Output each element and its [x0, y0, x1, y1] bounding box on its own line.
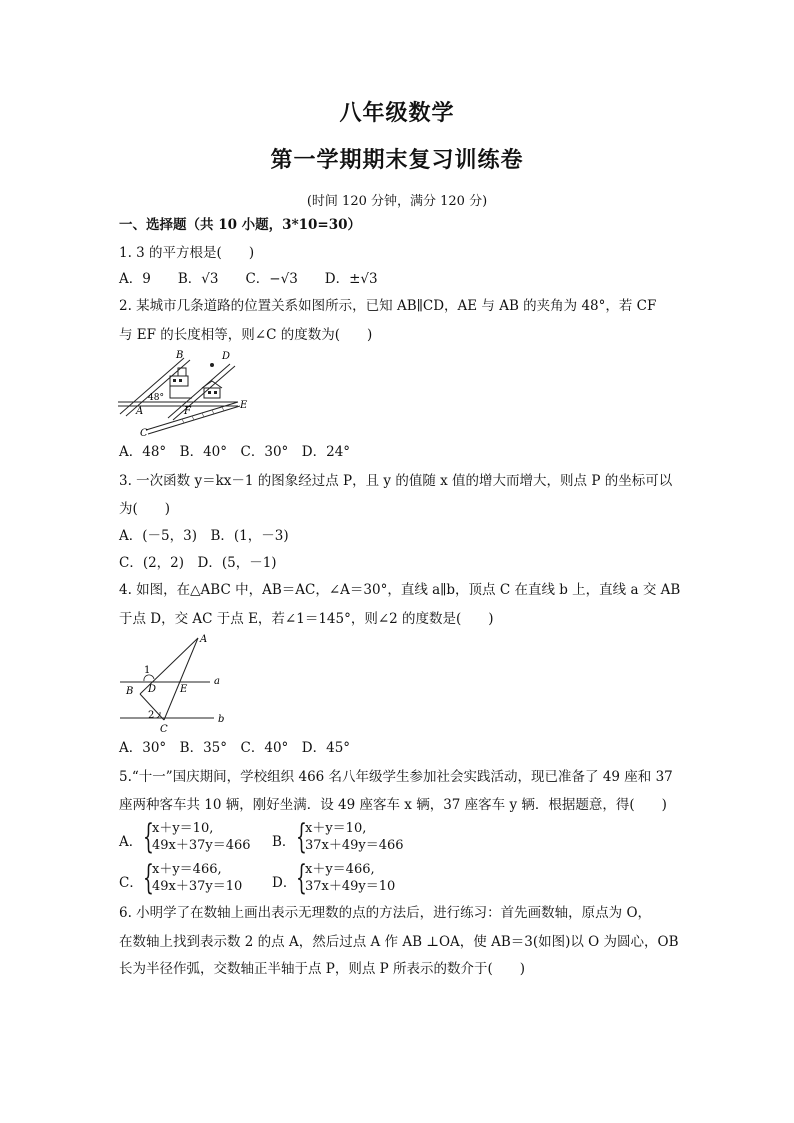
point-label-a: A	[200, 634, 208, 645]
point-label-b: B	[176, 350, 184, 361]
point-label-e: E	[240, 400, 248, 411]
q2-options: A．48° B．40° C．30° D．24°	[119, 444, 351, 460]
page-title: 八年级数学	[339, 100, 455, 126]
q5-option-c-label: C．	[119, 875, 143, 891]
q3-stem-line2: 为( )	[119, 501, 171, 517]
angle-label-1: 1	[144, 665, 151, 676]
q1-stem: 1. 3 的平方根是( )	[119, 245, 255, 261]
q5-option-b-system	[296, 817, 406, 857]
q4-stem-line1: 4. 如图，在△ABC 中，AB＝AC，∠A＝30°，直线 a∥b，顶点 C 在直线 b 上，直线 a 交 AB	[119, 582, 681, 598]
q6-stem-line1: 6. 小明学了在数轴上画出表示无理数的点的方法后，进行练习：首先画数轴，原点为 O，	[119, 905, 652, 921]
line-label-a: a	[214, 676, 220, 687]
line-label-b: b	[218, 714, 225, 725]
q2-road-figure	[112, 348, 252, 440]
point-label-e: E	[180, 684, 188, 695]
q5-option-c-system	[143, 858, 253, 898]
q5-option-a-system	[143, 817, 253, 857]
point-label-b: B	[126, 686, 134, 697]
road-cd-line	[168, 364, 230, 418]
page-subtitle: 第一学期期末复习训练卷	[270, 147, 524, 173]
q4-options: A．30° B．35° C．40° D．45°	[119, 740, 351, 756]
point-label-a: A	[136, 406, 144, 417]
q2-stem-line1: 2. 某城市几条道路的位置关系如图所示，已知 AB∥CD，AE 与 AB 的夹角为 48°，若 CF	[119, 298, 657, 314]
q5-stem-line1: 5.“十一”国庆期间，学校组织 466 名八年级学生参加社会实践活动，现已准备了 49 座和 37	[119, 769, 673, 785]
brace-icon: {	[143, 817, 154, 857]
q5-option-b-label: B．	[272, 834, 296, 850]
point-label-d: D	[222, 351, 231, 362]
brace-icon: {	[296, 858, 307, 898]
q5-stem-line2: 座两种客车共 10 辆，刚好坐满．设 49 座客车 x 辆，37 座客车 y 辆．根据题意，得( )	[119, 797, 667, 813]
equation-row: 49x＋37y＝466	[152, 838, 251, 853]
q2-stem-line2: 与 EF 的长度相等，则∠C 的度数为( )	[119, 327, 373, 343]
angle-label-2: 2	[148, 710, 155, 721]
marker-dot	[210, 363, 214, 367]
angle-label: 48°	[148, 393, 164, 403]
equation-row: x＋y＝10,	[305, 821, 367, 836]
q6-stem-line2: 在数轴上找到表示数 2 的点 A，然后过点 A 作 AB ⊥OA，使 AB＝3(如图)以 O 为圆心，OB	[119, 934, 679, 950]
equation-row: 37x＋49y＝10	[305, 879, 396, 894]
brace-icon: {	[296, 817, 307, 857]
q5-option-d-label: D．	[272, 875, 297, 891]
point-label-c: C	[160, 724, 168, 735]
point-label-f: F	[184, 406, 191, 417]
q4-triangle-figure	[114, 632, 230, 736]
q5-option-a-label: A．	[119, 834, 143, 850]
section-heading: 一、选择题（共 10 小题，3*10=30）	[119, 217, 362, 233]
equation-row: x＋y＝10,	[152, 821, 214, 836]
equation-row: x＋y＝466,	[152, 862, 222, 877]
q1-options: A．9 B．√3 C．−√3 D．±√3	[119, 271, 378, 287]
point-label-c: C	[140, 428, 148, 439]
q3-options-row2: C．(2，2) D．(5，－1)	[119, 555, 277, 571]
exam-note: (时间 120 分钟，满分 120 分)	[306, 194, 488, 209]
equation-row: 49x＋37y＝10	[152, 879, 243, 894]
q3-options-row1: A．(－5，3) B．(1，－3)	[119, 528, 289, 544]
q3-stem-line1: 3. 一次函数 y＝kx－1 的图象经过点 P，且 y 的值随 x 值的增大而增大，则点 P 的坐标可以	[119, 473, 673, 489]
equation-row: x＋y＝466,	[305, 862, 375, 877]
equation-row: 37x＋49y＝466	[305, 838, 404, 853]
side-ac	[164, 638, 198, 720]
point-label-d: D	[148, 684, 157, 695]
q5-option-d-system	[296, 858, 406, 898]
q4-stem-line2: 于点 D，交 AC 于点 E，若∠1＝145°，则∠2 的度数是( )	[119, 611, 494, 627]
brace-icon: {	[143, 858, 154, 898]
q6-stem-line3: 长为半径作弧，交数轴正半轴于点 P，则点 P 所表示的数介于( )	[119, 961, 526, 977]
